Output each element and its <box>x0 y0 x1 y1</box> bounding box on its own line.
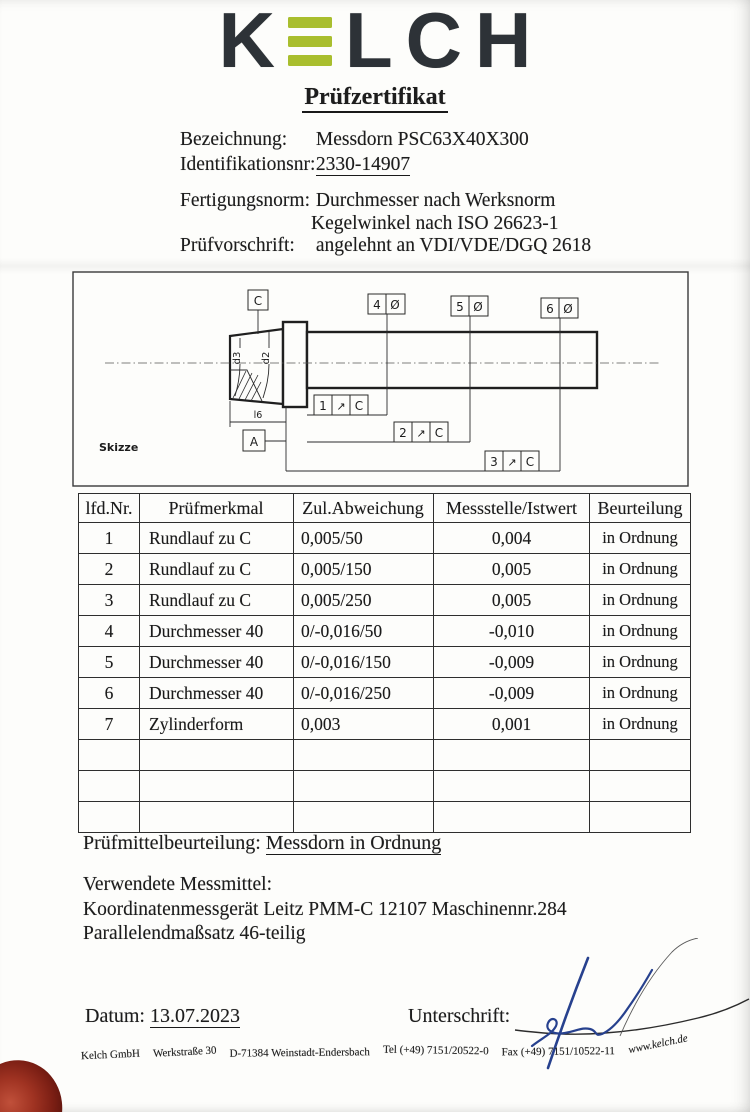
table-cell: -0,010 <box>434 616 590 647</box>
sketch-caption: Skizze <box>99 441 139 454</box>
datum-c-label: C <box>253 294 263 308</box>
table-cell-empty <box>590 740 691 771</box>
runout2-datum: C <box>434 426 444 440</box>
datum-a-label: A <box>249 435 259 449</box>
taper-cone <box>230 329 283 404</box>
dia4-symbol: Ø <box>390 298 400 312</box>
table-cell: 0,004 <box>434 523 590 554</box>
table-cell: 3 <box>79 585 140 616</box>
footer-web: www.kelch.de <box>627 1032 689 1057</box>
runout1-number: 1 <box>319 399 327 413</box>
table-cell-empty <box>590 802 691 833</box>
shaft <box>307 332 597 388</box>
table-cell: Durchmesser 40 <box>140 678 294 709</box>
date-value: 13.07.2023 <box>150 1005 240 1027</box>
table-header-1: Prüfmerkmal <box>140 494 294 523</box>
dia6-number: 6 <box>546 302 554 316</box>
meta-fertigungsnorm <box>180 190 555 212</box>
fertigungsnorm-value2: Kegelwinkel nach ISO 26623-1 <box>311 213 559 234</box>
table-empty-row <box>79 740 691 771</box>
finger-artifact <box>0 1050 73 1112</box>
table-row <box>79 554 691 585</box>
table-cell: 0/-0,016/150 <box>294 647 434 678</box>
table-empty-row <box>79 802 691 833</box>
table-cell: -0,009 <box>434 647 590 678</box>
table-cell: Rundlauf zu C <box>140 554 294 585</box>
footer-tel: Tel (+49) 7151/20522-0 <box>382 1043 489 1058</box>
bezeichnung-label: Bezeichnung: <box>180 129 288 150</box>
meta-fertigungsnorm-2 <box>311 213 558 235</box>
dia6-symbol: Ø <box>563 302 573 316</box>
table-cell: 0,003 <box>294 709 434 740</box>
assessment-label: Prüfmittelbeurteilung: <box>83 832 261 854</box>
footer-street: Werkstraße 30 <box>152 1044 217 1060</box>
table-cell: 6 <box>79 678 140 709</box>
logo-letter-c: C <box>405 0 462 84</box>
table-cell-empty <box>140 771 294 802</box>
table-row <box>79 585 691 616</box>
equipment-heading: Verwendete Messmittel: <box>83 874 272 895</box>
table-cell: in Ordnung <box>590 554 691 585</box>
table-cell-empty <box>434 802 590 833</box>
table-cell: 4 <box>79 616 140 647</box>
runout-arrow-icon: ↗ <box>507 456 517 469</box>
table-cell-empty <box>294 771 434 802</box>
table-cell-empty <box>434 740 590 771</box>
document-title: Prüfzertifikat <box>0 84 750 111</box>
logo-e-bars-icon <box>288 15 332 66</box>
table-cell-empty <box>79 802 140 833</box>
table-cell-empty <box>294 802 434 833</box>
table-header-4: Beurteilung <box>590 494 691 523</box>
table-row <box>79 678 691 709</box>
table-header-0: lfd.Nr. <box>79 494 140 523</box>
table-header-row <box>79 494 691 523</box>
table-cell: 0/-0,016/50 <box>294 616 434 647</box>
table-header-3: Messstelle/Istwert <box>434 494 590 523</box>
d2-label: d2 <box>261 351 272 365</box>
table-cell: 0/-0,016/250 <box>294 678 434 709</box>
fertigungsnorm-value1: Durchmesser nach Werksnorm <box>315 190 556 211</box>
table-cell: in Ordnung <box>590 647 691 678</box>
table-cell: 0,005 <box>434 585 590 616</box>
table-header-2: Zul.Abweichung <box>294 494 434 523</box>
dia5-number: 5 <box>456 300 464 314</box>
table-cell: Durchmesser 40 <box>140 616 294 647</box>
table-cell: Zylinderform <box>140 709 294 740</box>
table-cell: in Ordnung <box>590 523 691 554</box>
table-cell: -0,009 <box>434 678 590 709</box>
runout3-number: 3 <box>490 455 498 469</box>
table-cell: 7 <box>79 709 140 740</box>
date-row <box>85 1005 240 1028</box>
idnr-value: 2330-14907 <box>315 154 411 175</box>
signature-line <box>515 999 749 1034</box>
table-cell-empty <box>79 740 140 771</box>
table-cell: in Ordnung <box>590 709 691 740</box>
runout-arrow-icon: ↗ <box>416 427 426 440</box>
fertigungsnorm-label: Fertigungsnorm: <box>180 190 310 211</box>
table-empty-row <box>79 771 691 802</box>
bezeichnung-value: Messdorn PSC63X40X300 <box>315 129 529 150</box>
runout1-datum: C <box>354 399 364 413</box>
table-cell: Rundlauf zu C <box>140 523 294 554</box>
meta-bezeichnung <box>180 129 529 151</box>
equipment-block <box>83 873 567 947</box>
table-cell: 5 <box>79 647 140 678</box>
table-cell: 0,005/50 <box>294 523 434 554</box>
table-cell: in Ordnung <box>590 678 691 709</box>
inspection-table <box>78 493 691 833</box>
logo-letter-k: K <box>218 0 275 84</box>
table-cell-empty <box>140 802 294 833</box>
table-cell: 0,005 <box>434 554 590 585</box>
technical-sketch <box>72 270 690 488</box>
table-cell: in Ordnung <box>590 585 691 616</box>
table-row <box>79 709 691 740</box>
table-cell-empty <box>79 771 140 802</box>
dia5-symbol: Ø <box>473 300 483 314</box>
mandrel-outline <box>230 322 597 407</box>
table-cell-empty <box>434 771 590 802</box>
table-cell: Durchmesser 40 <box>140 647 294 678</box>
equipment-line-1: Koordinatenmessgerät Leitz PMM-C 12107 Maschinennr.284 <box>83 898 567 920</box>
idnr-label: Identifikationsnr: <box>180 154 316 175</box>
runout-arrow-icon: ↗ <box>336 400 346 413</box>
footer-fax: Fax (+49) 7151/10522-11 <box>501 1045 615 1059</box>
table-cell: 0,005/150 <box>294 554 434 585</box>
table-cell: 0,001 <box>434 709 590 740</box>
meta-idnr <box>180 154 410 176</box>
assessment-value: Messdorn in Ordnung <box>265 832 442 854</box>
table-cell: 1 <box>79 523 140 554</box>
kelch-logo <box>0 0 750 84</box>
table-cell-empty <box>590 771 691 802</box>
footer-city: D-71384 Weinstadt-Endersbach <box>229 1046 370 1060</box>
table-cell: 2 <box>79 554 140 585</box>
table-cell-empty <box>140 740 294 771</box>
footer-company: Kelch GmbH <box>80 1047 141 1063</box>
pruefvorschrift-label: Prüfvorschrift: <box>180 235 295 256</box>
logo-letter-h: H <box>475 0 532 84</box>
dia4-number: 4 <box>373 298 381 312</box>
signature-stroke-loop <box>532 970 652 1046</box>
l6-label: l6 <box>253 410 263 421</box>
meta-pruefvorschrift <box>180 235 591 257</box>
table-cell-empty <box>294 740 434 771</box>
assessment-row <box>83 832 441 855</box>
table-cell: in Ordnung <box>590 616 691 647</box>
runout2-number: 2 <box>399 426 407 440</box>
date-label: Datum: <box>85 1005 145 1027</box>
table-cell: 0,005/250 <box>294 585 434 616</box>
table-row <box>79 523 691 554</box>
table-row <box>79 616 691 647</box>
table-row <box>79 647 691 678</box>
equipment-line-2: Parallelendmaßsatz 46-teilig <box>83 923 306 944</box>
table-cell: Rundlauf zu C <box>140 585 294 616</box>
runout3-datum: C <box>525 455 535 469</box>
inspection-table-body <box>79 523 691 833</box>
pruefvorschrift-value: angelehnt an VDI/VDE/DGQ 2618 <box>315 235 592 256</box>
signature-label: Unterschrift: <box>408 1005 511 1027</box>
flange <box>283 322 307 407</box>
logo-letter-l: L <box>345 0 393 84</box>
d3-label: d3 <box>232 351 243 365</box>
